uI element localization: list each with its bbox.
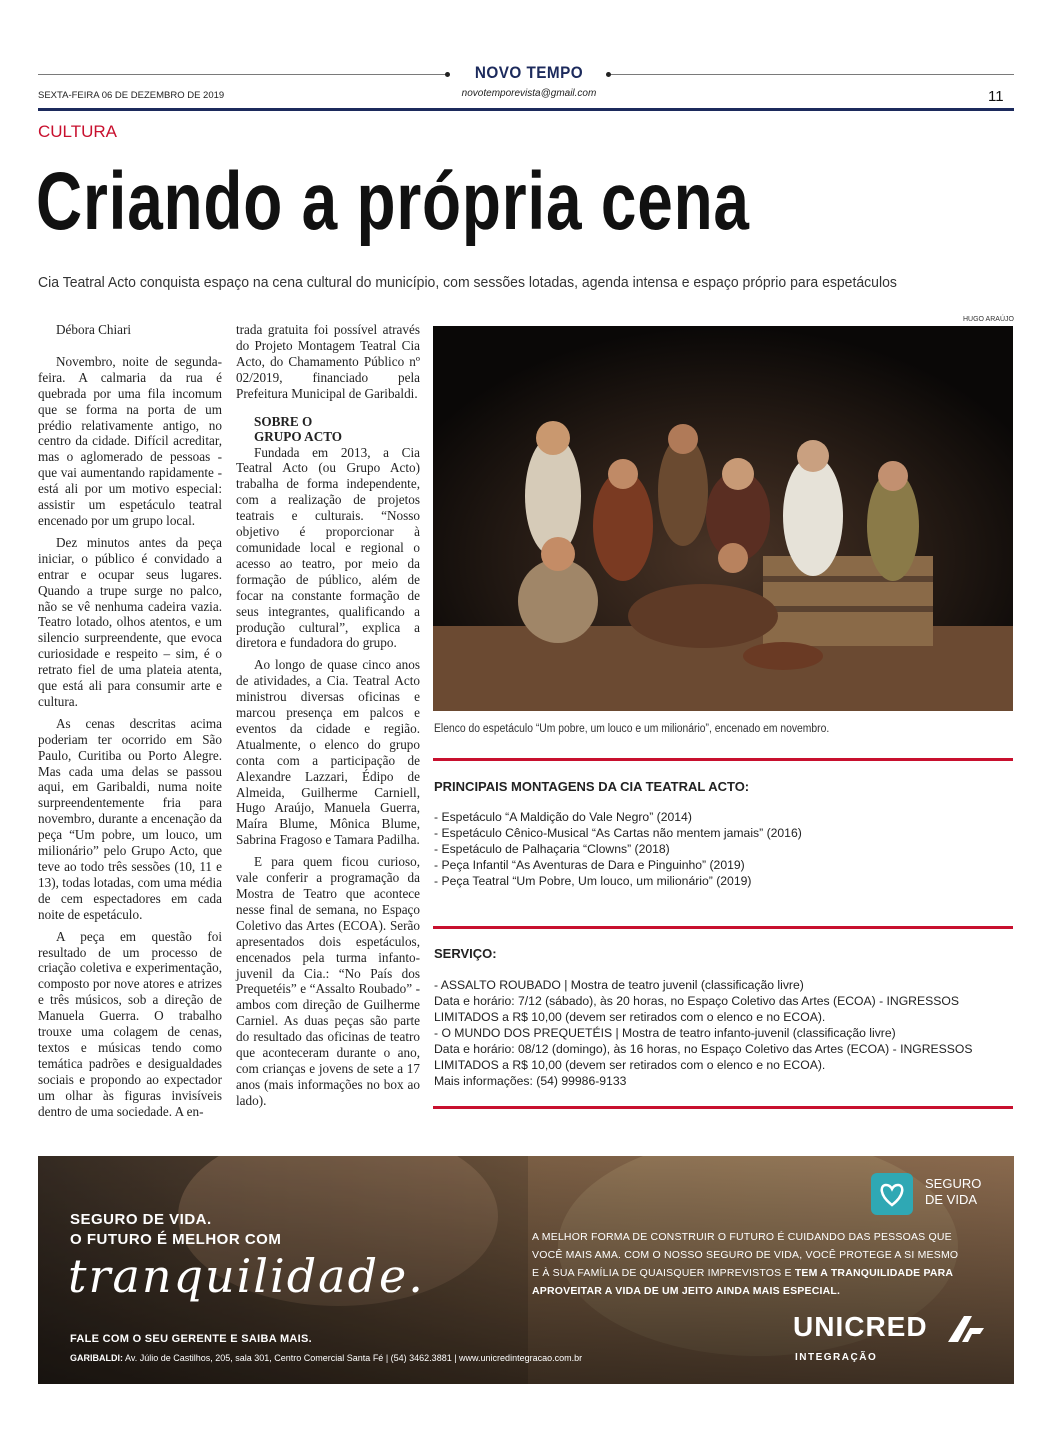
box-montagens-list (434, 809, 802, 889)
paragraph: A peça em questão foi resultado de um processo de criação coletiva e experimentação, composto por nove atores e atrizes e três músicos, sob a direção de Manuela Guerra. O trabalho trouxe uma colagem de cenas, textos e músicas tendo como temática padrões e desigualdades sociais e propondo ao expectador um olhar às figuras invisíveis dentro de uma sociedade. A en- (38, 928, 222, 1119)
subheading: SOBRE O (254, 413, 313, 429)
service-line: LIMITADOS a R$ 10,00 (devem ser retirados com o elenco e no ECOA). (434, 1010, 826, 1024)
box-bottom-rule (433, 1106, 1013, 1109)
unicred-advertisement[interactable] (38, 1156, 1014, 1384)
masthead: NOVO TEMPO (474, 63, 584, 82)
header-date: SEXTA-FEIRA 06 DE DEZEMBRO DE 2019 (38, 90, 225, 101)
box-divider-rule (433, 926, 1013, 929)
ad-address[interactable]: Av. Júlio de Castilhos, 205, sala 301, Centro Comercial Santa Fé | (54) 3462.3881 | www.unicredintegracao.com.br (125, 1353, 583, 1363)
photo-caption: Elenco do espetáculo “Um pobre, um louco e um milionário”, encenado em novembro. (434, 723, 830, 735)
ad-cta: FALE COM O SEU GERENTE E SAIBA MAIS. (70, 1333, 313, 1345)
author-byline: Débora Chiari (56, 322, 132, 337)
ad-body (532, 1228, 958, 1300)
header-divider (38, 108, 1014, 111)
box-top-rule (433, 758, 1013, 761)
article-column-2 (236, 322, 420, 1115)
paragraph: E para quem ficou curioso, vale conferir a programação da Mostra de Teatro que acontece nesse final de semana, no Espaço Coletivo das Artes (ECOA). Serão apresentados dois espetáculos, encenados pela turma infanto-juvenil da Cia.: “No País dos Prequetéis” e “Assalto Roubado” - ambos com direção de Guilherme Carniel. As duas peças são parte do resultado das oficinas de teatro que aconteceram durante o ano, com crianças e jovens de sete a 17 anos (mais informações no box ao lado). (236, 854, 420, 1108)
ad-body-line: VOCÊ MAIS AMA. COM O NOSSO SEGURO DE VIDA, VOCÊ PROTEGE A SI MESMO (532, 1249, 959, 1261)
service-line: - O MUNDO DOS PREQUETÉIS | Mostra de teatro infanto-juvenil (classificação livre) (434, 1026, 896, 1040)
deck: Cia Teatral Acto conquista espaço na cena cultural do município, com sessões lotadas, agenda intensa e espaço próprio para espetáculos (38, 274, 897, 291)
ad-badge-line-1: SEGURO (925, 1176, 982, 1191)
box-servico-title: SERVIÇO: (434, 946, 497, 961)
subheading: GRUPO ACTO (254, 429, 343, 445)
paragraph: trada gratuita foi possível através do Projeto Montagem Teatral Cia Acto, do Chamamento Público nº 02/2019, financiado pela Prefeitura Municipal de Garibaldi. (236, 322, 420, 401)
headline: Criando a própria cena (36, 156, 750, 247)
list-item: - Peça Teatral “Um Pobre, Um louco, um milionário” (2019) (434, 874, 752, 888)
list-item: - Peça Infantil “As Aventuras de Dara e Pinguinho” (2019) (434, 858, 745, 872)
ad-body-text: E À SUA FAMÍLIA DE QUAISQUER IMPREVISTOS E (532, 1267, 795, 1279)
page-number: 11 (988, 88, 1004, 105)
paragraph: As cenas descritas acima poderiam ter ocorrido em São Paulo, Curitiba ou Porto Alegre. Mas cada uma delas se passou aqui, em Garibaldi, numa noite surpreendentemente fria para novembro, durante a encenação da peça “Um pobre, um louco, um milionário” pelo Grupo Acto, que teve ao todo três sessões (10, 11 e 13), todas lotadas, com uma média de cem espectadores em cada noite de espetáculo. (38, 715, 222, 922)
section-label: CULTURA (38, 122, 118, 141)
service-line: - ASSALTO ROUBADO | Mostra de teatro juvenil (classificação livre) (434, 978, 804, 992)
ad-script-headline: tranquilidade. (68, 1249, 425, 1303)
ad-body-bold: TEM A TRANQUILIDADE PARA (794, 1267, 954, 1279)
paragraph: Novembro, noite de segunda-feira. A calmaria da rua é quebrada por uma fila incomum que se forma na porta de um prédio relativamente antigo, no centro da cidade. Difícil acreditar, mas o aglomerado de pessoas - que vai aumentando rapidamente - está ali por um motivo especial: assistir um espetáculo teatral encenado por um grupo local. (38, 353, 222, 528)
ad-address-line (70, 1353, 582, 1363)
ad-headline-2: O FUTURO É MELHOR COM (70, 1231, 282, 1248)
ad-badge-line-2: DE VIDA (925, 1192, 978, 1207)
article-column-1 (38, 322, 222, 1126)
service-line: Mais informações: (54) 99986-9133 (434, 1074, 627, 1088)
ad-body-line (532, 1264, 958, 1282)
list-item: - Espetáculo Cênico-Musical “As Cartas não mentem jamais” (2016) (434, 826, 802, 840)
list-item: - Espetáculo de Palhaçaria “Clowns” (2018) (434, 842, 670, 856)
cast-photo (433, 326, 1013, 711)
paragraph: Dez minutos antes da peça iniciar, o público é convidado a entrar e ocupar seus lugares. Quando a trupe surge no palco, não se vê nenhuma cadeira vazia. Teatro lotado, olhos atentos, e um silencio surpreendente, que evoca curiosidade e respeito – sim, é o retrato fiel de uma plateia atenta, que está ali para consumir arte e cultura. (38, 534, 222, 709)
ad-body-line: APROVEITAR A VIDA DE UM JEITO AINDA MAIS ESPECIAL. (532, 1285, 841, 1297)
photo-credit: HUGO ARAÚJO (963, 316, 1014, 323)
service-line: Data e horário: 08/12 (domingo), às 16 horas, no Espaço Coletivo das Artes (ECOA) - INGRESSOS (434, 1042, 973, 1056)
header-email[interactable]: novotemporevista@gmail.com (461, 88, 597, 99)
unicred-logo-icon (944, 1314, 988, 1349)
ad-headline-1: SEGURO DE VIDA. (70, 1211, 212, 1228)
box-montagens-title: PRINCIPAIS MONTAGENS DA CIA TEATRAL ACTO: (434, 779, 750, 794)
heart-icon (871, 1173, 913, 1215)
ad-address-label: GARIBALDI: (70, 1353, 123, 1363)
list-item: - Espetáculo “A Maldição do Vale Negro” (2014) (434, 810, 692, 824)
service-line: LIMITADOS a R$ 10,00 (devem ser retirados com o elenco e no ECOA). (434, 1058, 826, 1072)
paragraph: Ao longo de quase cinco anos de atividades, a Cia. Teatral Acto ministrou diversas oficinas e marcou presença em palcos e eventos da cidade e região. Atualmente, o elenco do grupo conta com a participação de Alexandre Lazzari, Édipo de Almeida, Guilherme Carniell, Hugo Araújo, Manuela Guerra, Maíra Blume, Mônica Blume, Sabrina Fragoso e Tamara Padilha. (236, 657, 420, 848)
ad-brand: UNICRED (793, 1311, 928, 1342)
service-line: Data e horário: 7/12 (sábado), às 20 horas, no Espaço Coletivo das Artes (ECOA) - INGRESSOS (434, 994, 959, 1008)
ad-body-line: A MELHOR FORMA DE CONSTRUIR O FUTURO É CUIDANDO DAS PESSOAS QUE (532, 1231, 952, 1243)
ad-brand-subtitle: INTEGRAÇÃO (795, 1352, 878, 1363)
box-servico-info (434, 977, 973, 1089)
paragraph: Fundada em 2013, a Cia Teatral Acto (ou Grupo Acto) trabalha de forma independente, com a realização de projetos teatrais e culturais. “Nosso objetivo é proporcionar à comunidade local e regional o acesso ao teatro, por meio da formação de público, além de focar na constante formação de seus integrantes, qualificando a produção cultural”, explica a diretora e fundadora do grupo. (236, 444, 420, 651)
